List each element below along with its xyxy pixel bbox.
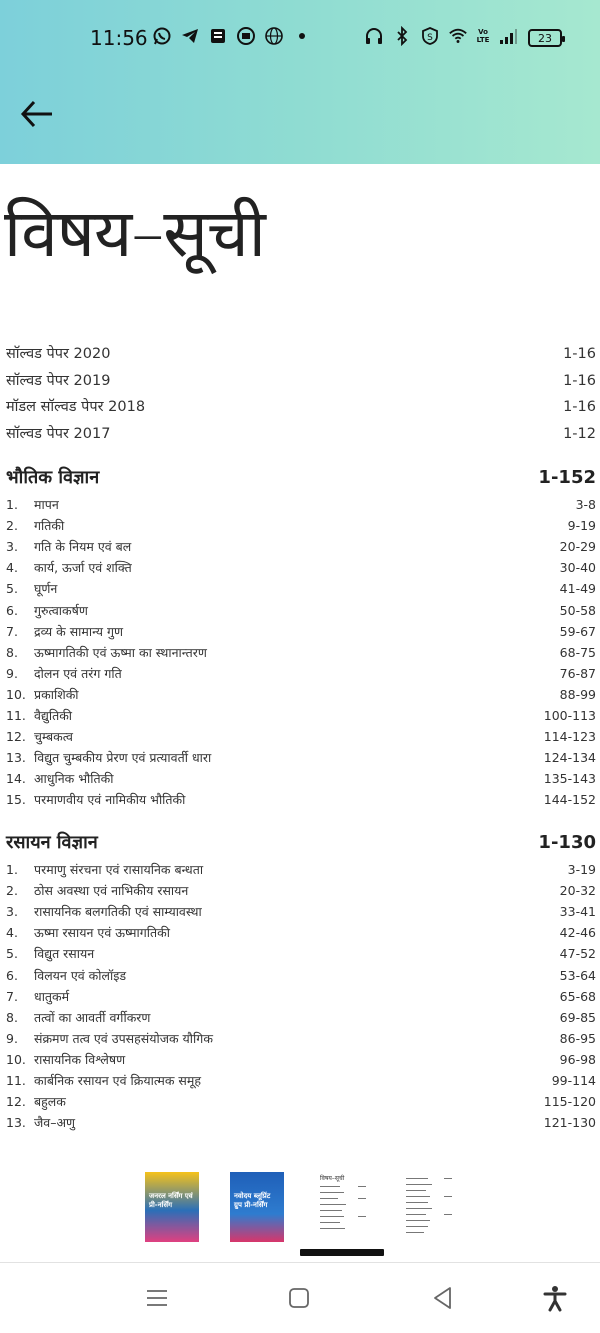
thumbnail-page-1[interactable] <box>145 1172 199 1242</box>
chapter-number: 11. <box>6 1073 26 1088</box>
system-back-button[interactable] <box>428 1283 458 1313</box>
chapter-label: रासायनिक विश्लेषण <box>34 1051 126 1067</box>
chapter-number: 2. <box>6 883 18 899</box>
chapter-number: 11. <box>6 708 26 723</box>
menu-button[interactable] <box>142 1283 172 1313</box>
chapter-pages: 121-130 <box>543 1115 596 1131</box>
solved-paper-row <box>6 396 596 416</box>
chapter-label: प्रकाशिकी <box>34 686 79 702</box>
chapter-row <box>6 791 596 808</box>
chapter-row <box>6 770 596 787</box>
status-time: 11:56 <box>90 26 148 50</box>
section-heading <box>6 465 596 489</box>
chapter-pages: 3-19 <box>567 862 596 877</box>
chapter-pages: 20-29 <box>559 539 596 555</box>
chapter-label: विलयन एवं कोलॉइड <box>34 967 127 983</box>
chapter-label: घूर्णन <box>34 581 58 597</box>
chapter-pages: 20-32 <box>559 883 596 899</box>
chapter-title <box>6 749 211 766</box>
chapter-pages: 100-113 <box>543 708 596 723</box>
chapter-title <box>6 1093 66 1110</box>
notification-icons <box>152 26 312 46</box>
chapter-row <box>6 665 596 682</box>
thumbnail-page-4[interactable] <box>404 1172 458 1242</box>
chapter-label: चुम्बकत्व <box>34 729 74 745</box>
chapter-pages: 114-123 <box>543 729 596 745</box>
chapter-label: आधुनिक भौतिकी <box>34 771 114 787</box>
chapter-label: रासायनिक बलगतिकी एवं साम्यावस्था <box>34 904 202 920</box>
chapter-row <box>6 861 596 878</box>
chapter-row <box>6 749 596 766</box>
menu-icon <box>142 1283 172 1313</box>
current-page-indicator <box>300 1249 384 1256</box>
chapter-row <box>6 538 596 555</box>
solved-paper-label: सॉल्वड पेपर 2019 <box>6 372 111 389</box>
chapter-pages: 99-114 <box>551 1073 596 1088</box>
chapter-pages: 69-85 <box>559 1009 596 1025</box>
chapter-title <box>6 602 88 619</box>
chapter-title <box>6 580 57 597</box>
chapter-label: कार्बनिक रसायन एवं क्रियात्मक समूह <box>34 1073 201 1088</box>
chapter-row <box>6 602 596 619</box>
chapter-title <box>6 861 203 878</box>
section-title: भौतिक विज्ञान <box>6 467 100 488</box>
telegram-icon <box>180 26 200 46</box>
headphones-icon <box>364 26 384 46</box>
vpn-shield-icon <box>420 26 440 46</box>
chapter-number: 5. <box>6 581 18 597</box>
chapter-pages: 47-52 <box>559 946 596 962</box>
chapter-row <box>6 1030 596 1047</box>
chapter-label: धातुकर्म <box>34 988 70 1004</box>
chapter-title <box>6 791 185 808</box>
chapter-label: कार्य, ऊर्जा एवं शक्ति <box>34 560 132 576</box>
chapter-title <box>6 1114 75 1131</box>
chapter-pages: 41-49 <box>559 581 596 597</box>
chapter-row <box>6 1093 596 1110</box>
home-square-icon <box>284 1283 314 1313</box>
accessibility-icon <box>540 1283 570 1313</box>
dot-icon <box>292 26 312 46</box>
chapter-title <box>6 644 207 661</box>
chapter-row <box>6 1051 596 1068</box>
whatsapp-icon <box>152 26 172 46</box>
chapter-title <box>6 496 59 513</box>
chapter-row <box>6 623 596 640</box>
solved-paper-row <box>6 423 596 443</box>
thumbnail-3-title: विषय–सूची <box>320 1175 345 1182</box>
solved-paper-pages: 1-16 <box>563 372 596 389</box>
chapter-number: 6. <box>6 967 18 983</box>
bluetooth-icon <box>392 26 412 46</box>
chapter-number: 12. <box>6 1094 26 1110</box>
chapter-row <box>6 1072 596 1089</box>
arrow-left-icon <box>18 96 58 132</box>
chapter-title <box>6 770 113 787</box>
chapter-pages: 68-75 <box>559 644 596 660</box>
chapter-row <box>6 559 596 576</box>
back-triangle-icon <box>428 1283 458 1313</box>
chapter-title <box>6 559 132 576</box>
chapter-number: 15. <box>6 792 26 808</box>
chapter-pages: 88-99 <box>559 686 596 702</box>
battery-indicator: 23 <box>528 29 562 47</box>
thumbnail-2-text: नवोदय ब्लूप्रिंट ग्रुप प्री-नर्सिंग <box>234 1192 271 1209</box>
chapter-row <box>6 1114 596 1131</box>
solved-paper-row <box>6 343 596 363</box>
chapter-pages: 59-67 <box>559 623 596 639</box>
chapter-row <box>6 496 596 513</box>
navigation-bar <box>0 1263 600 1333</box>
chapter-number: 12. <box>6 729 26 745</box>
chapter-number: 9. <box>6 1030 18 1046</box>
chapter-label: गति के नियम एवं बल <box>34 539 132 555</box>
solved-paper-label: सॉल्वड पेपर 2020 <box>6 346 111 362</box>
chapter-title <box>6 1051 125 1068</box>
chapter-pages: 53-64 <box>559 967 596 983</box>
solved-paper-pages: 1-16 <box>563 399 596 415</box>
chapter-number: 7. <box>6 623 18 639</box>
chapter-label: विद्युत रसायन <box>34 946 95 962</box>
chapter-pages: 9-19 <box>567 518 596 534</box>
solved-paper-pages: 1-12 <box>563 425 596 442</box>
chapter-label: परमाणु संरचना एवं रासायनिक बन्धता <box>34 862 204 877</box>
chapter-pages: 144-152 <box>543 792 596 808</box>
home-button[interactable] <box>284 1283 314 1313</box>
chapter-label: ऊष्मागतिकी एवं ऊष्मा का स्थानान्तरण <box>34 644 207 660</box>
chapter-title <box>6 903 202 920</box>
app-header <box>0 0 600 164</box>
chapter-title <box>6 882 188 899</box>
wifi-icon <box>448 26 468 46</box>
chapter-row <box>6 988 596 1005</box>
thumbnail-page-2[interactable] <box>230 1172 284 1242</box>
chapter-pages: 115-120 <box>543 1094 596 1110</box>
solved-paper-row <box>6 370 596 390</box>
system-icons <box>364 26 518 46</box>
chapter-pages: 135-143 <box>543 771 596 787</box>
chapter-row <box>6 517 596 534</box>
chapter-number: 4. <box>6 925 18 941</box>
signal-icon <box>498 26 518 46</box>
chapter-number: 9. <box>6 665 18 681</box>
chapter-number: 8. <box>6 644 18 660</box>
accessibility-button[interactable] <box>540 1283 570 1313</box>
solved-paper-pages: 1-16 <box>563 346 596 362</box>
chapter-title <box>6 967 126 984</box>
chapter-label: जैव–अणु <box>34 1115 76 1131</box>
chapter-title <box>6 686 79 703</box>
section-heading <box>6 830 596 854</box>
chapter-row <box>6 686 596 703</box>
chapter-number: 13. <box>6 1115 26 1131</box>
chapter-pages: 30-40 <box>559 560 596 576</box>
section-pages: 1-152 <box>538 467 596 488</box>
chapter-pages: 42-46 <box>559 925 596 941</box>
globe-icon <box>264 26 284 46</box>
chapter-pages: 86-95 <box>559 1030 596 1046</box>
chapter-row <box>6 967 596 984</box>
page-thumbnails <box>0 1168 600 1248</box>
chapter-number: 6. <box>6 602 18 618</box>
chapter-number: 4. <box>6 560 18 576</box>
chapter-number: 1. <box>6 862 18 877</box>
chapter-number: 2. <box>6 518 18 534</box>
chapter-number: 3. <box>6 904 18 920</box>
chapter-number: 7. <box>6 988 18 1004</box>
chapter-number: 5. <box>6 946 18 962</box>
chapter-row <box>6 1009 596 1026</box>
chapter-number: 10. <box>6 1051 26 1067</box>
status-bar <box>0 22 600 56</box>
thumbnail-page-3[interactable] <box>318 1172 372 1242</box>
chapter-label: बहुलक <box>34 1094 66 1110</box>
chapter-title <box>6 945 94 962</box>
section-pages: 1-130 <box>538 832 596 853</box>
news-icon <box>208 26 228 46</box>
chapter-label: द्रव्य के सामान्य गुण <box>34 623 124 639</box>
chapter-number: 8. <box>6 1009 18 1025</box>
chapter-row <box>6 924 596 941</box>
chapter-row <box>6 882 596 899</box>
chapter-row <box>6 580 596 597</box>
document-title: विषय–सूची <box>4 195 265 272</box>
chapter-title <box>6 1030 213 1047</box>
chapter-pages: 124-134 <box>543 750 596 766</box>
chapter-pages: 50-58 <box>559 602 596 618</box>
chapter-label: संक्रमण तत्व एवं उपसहसंयोजक यौगिक <box>34 1030 213 1046</box>
chapter-title <box>6 623 123 640</box>
chapter-row <box>6 945 596 962</box>
chapter-title <box>6 517 64 534</box>
chapter-label: विद्युत चुम्बकीय प्रेरण एवं प्रत्यावर्ती धारा <box>34 750 212 766</box>
chapter-title <box>6 924 170 941</box>
chapter-label: ऊष्मा रसायन एवं ऊष्मागतिकी <box>34 925 170 941</box>
chapter-label: गतिकी <box>34 518 65 534</box>
chapter-title <box>6 538 131 555</box>
back-button[interactable] <box>18 96 58 132</box>
app-icon <box>236 26 256 46</box>
thumbnail-1-text: जनरल नर्सिंग एवं प्री-नर्सिंग <box>149 1192 193 1209</box>
chapter-number: 1. <box>6 497 18 512</box>
chapter-label: दोलन एवं तरंग गति <box>34 665 122 681</box>
chapter-title <box>6 1009 150 1026</box>
section-title: रसायन विज्ञान <box>6 832 98 853</box>
chapter-row <box>6 728 596 745</box>
chapter-number: 3. <box>6 539 18 555</box>
solved-paper-label: सॉल्वड पेपर 2017 <box>6 425 111 442</box>
chapter-row <box>6 644 596 661</box>
chapter-row <box>6 707 596 724</box>
chapter-label: ठोस अवस्था एवं नाभिकीय रसायन <box>34 883 189 899</box>
chapter-label: मापन <box>34 497 59 512</box>
chapter-row <box>6 903 596 920</box>
chapter-title <box>6 707 72 724</box>
chapter-title <box>6 728 73 745</box>
chapter-pages: 76-87 <box>559 665 596 681</box>
chapter-pages: 65-68 <box>559 988 596 1004</box>
volte-icon: Vo LTE <box>476 28 490 44</box>
chapter-number: 13. <box>6 750 26 766</box>
chapter-pages: 96-98 <box>559 1051 596 1067</box>
chapter-label: वैद्युतिकी <box>34 708 73 723</box>
chapter-number: 10. <box>6 686 26 702</box>
solved-paper-label: मॉडल सॉल्वड पेपर 2018 <box>6 399 146 415</box>
chapter-label: परमाणवीय एवं नामिकीय भौतिकी <box>34 792 186 808</box>
chapter-pages: 33-41 <box>559 904 596 920</box>
svg-text:S: S <box>427 33 433 43</box>
chapter-pages: 3-8 <box>575 497 596 512</box>
chapter-title <box>6 988 69 1005</box>
chapter-number: 14. <box>6 771 26 787</box>
chapter-title <box>6 665 122 682</box>
chapter-title <box>6 1072 201 1089</box>
chapter-label: तत्वों का आवर्ती वर्गीकरण <box>34 1009 151 1025</box>
chapter-label: गुरुत्वाकर्षण <box>34 602 88 618</box>
